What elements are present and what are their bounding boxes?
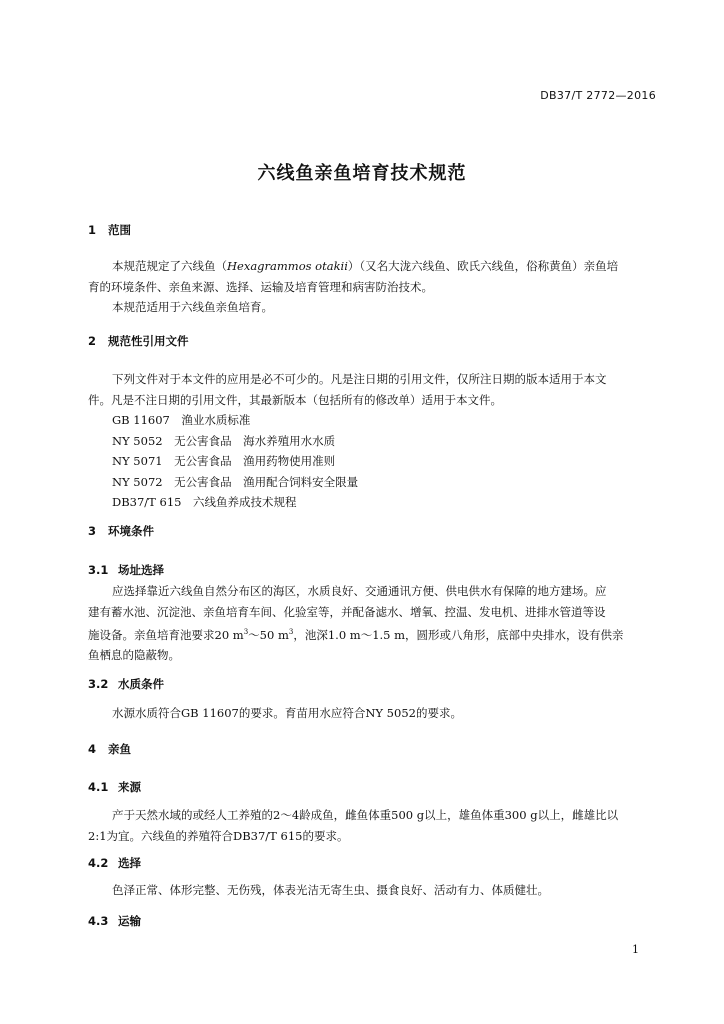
paragraph-line: 本规范适用于六线鱼亲鱼培育。 bbox=[112, 300, 273, 314]
section-4-2-heading bbox=[88, 855, 141, 871]
section-3-2-body bbox=[88, 703, 658, 724]
paragraph-line: 建有蓄水池、沉淀池、亲鱼培育车间、化验室等，并配备滤水、增氧、控温、发电机、进排水管道等设 bbox=[88, 604, 606, 619]
section-title: 来源 bbox=[118, 780, 142, 794]
section-title: 范围 bbox=[108, 223, 132, 237]
reference-item: NY 5052 无公害食品 海水养殖用水水质 bbox=[112, 433, 336, 448]
section-1-heading bbox=[88, 222, 131, 238]
section-title: 水质条件 bbox=[118, 677, 165, 691]
reference-item: GB 11607 渔业水质标准 bbox=[112, 413, 251, 427]
reference-list bbox=[112, 410, 358, 513]
paragraph-line: 色泽正常、体形完整、无伤残，体表光洁无寄生虫、摄食良好、活动有力、体质健壮。 bbox=[112, 883, 549, 897]
section-number: 3.1 bbox=[88, 563, 109, 577]
paragraph-line: 育的环境条件、亲鱼来源、选择、运输及培育管理和病害防治技术。 bbox=[88, 279, 433, 294]
paragraph-line: 下列文件对于本文件的应用是必不可少的。凡是注日期的引用文件，仅所注日期的版本适用于本文 bbox=[112, 372, 607, 386]
reference-item: NY 5071 无公害食品 渔用药物使用准则 bbox=[112, 454, 336, 468]
section-title: 环境条件 bbox=[108, 524, 155, 538]
section-title: 选择 bbox=[118, 856, 142, 870]
section-number: 2 bbox=[88, 334, 97, 348]
section-number: 3 bbox=[88, 524, 97, 538]
paragraph-line: 本规范规定了六线鱼（Hexagrammos otakii）（又名大泷六线鱼、欧氏六线鱼，俗称黄鱼）亲鱼培 bbox=[112, 259, 619, 273]
section-2-intro bbox=[88, 369, 658, 410]
section-4-heading bbox=[88, 741, 131, 757]
section-number: 4.3 bbox=[88, 914, 109, 928]
paragraph-line: 2:1为宜。六线鱼的养殖符合DB37/T 615的要求。 bbox=[88, 828, 349, 843]
paragraph-line: 施设备。亲鱼培育池要求20 $m^3\sim 50$ $m^3$，池深1.0 m～1.5 m，圆形或八角形，底部中央排水，设有供亲 bbox=[88, 627, 624, 642]
reference-item: NY 5072 无公害食品 渔用配合饲料安全限量 bbox=[112, 474, 359, 489]
section-number: 1 bbox=[88, 223, 97, 237]
section-number: 4.1 bbox=[88, 780, 109, 794]
section-title: 亲鱼 bbox=[108, 742, 132, 756]
section-number: 4.2 bbox=[88, 856, 109, 870]
section-4-1-body bbox=[88, 805, 658, 846]
paragraph-line: 应选择靠近六线鱼自然分布区的海区，水质良好、交通通讯方便、供电供水有保障的地方建场。应 bbox=[112, 584, 607, 598]
section-3-1-heading bbox=[88, 562, 164, 578]
paragraph-line: 水源水质符合GB 11607的要求。育苗用水应符合NY 5052的要求。 bbox=[112, 706, 462, 720]
reference-item: DB37/T 615 六线鱼养成技术规程 bbox=[112, 495, 297, 509]
section-title: 运输 bbox=[118, 914, 142, 928]
section-title: 场址选择 bbox=[118, 563, 165, 577]
paragraph-line: 鱼栖息的隐蔽物。 bbox=[88, 648, 180, 663]
section-4-3-heading bbox=[88, 913, 141, 929]
section-3-1-body bbox=[88, 581, 658, 666]
standard-code: DB37/T 2772—2016 bbox=[540, 89, 656, 102]
section-number: 4 bbox=[88, 742, 97, 756]
section-1-body bbox=[88, 256, 658, 318]
section-number: 3.2 bbox=[88, 677, 109, 691]
latin-name: Hexagrammos otakii bbox=[227, 259, 348, 273]
section-3-heading bbox=[88, 523, 154, 539]
section-title: 规范性引用文件 bbox=[108, 334, 189, 348]
section-4-1-heading bbox=[88, 779, 141, 795]
section-3-2-heading bbox=[88, 676, 164, 692]
paragraph-line: 件。凡是不注日期的引用文件，其最新版本（包括所有的修改单）适用于本文件。 bbox=[88, 392, 502, 407]
section-4-2-body bbox=[88, 880, 658, 901]
paragraph-line: 产于天然水域的或经人工养殖的2～4龄成鱼，雌鱼体重500 g以上，雄鱼体重300 g以上，雌雄比以 bbox=[112, 808, 619, 822]
page-number: 1 bbox=[632, 943, 639, 956]
section-2-heading bbox=[88, 333, 189, 349]
document-title: 六线鱼亲鱼培育技术规范 bbox=[257, 163, 467, 184]
